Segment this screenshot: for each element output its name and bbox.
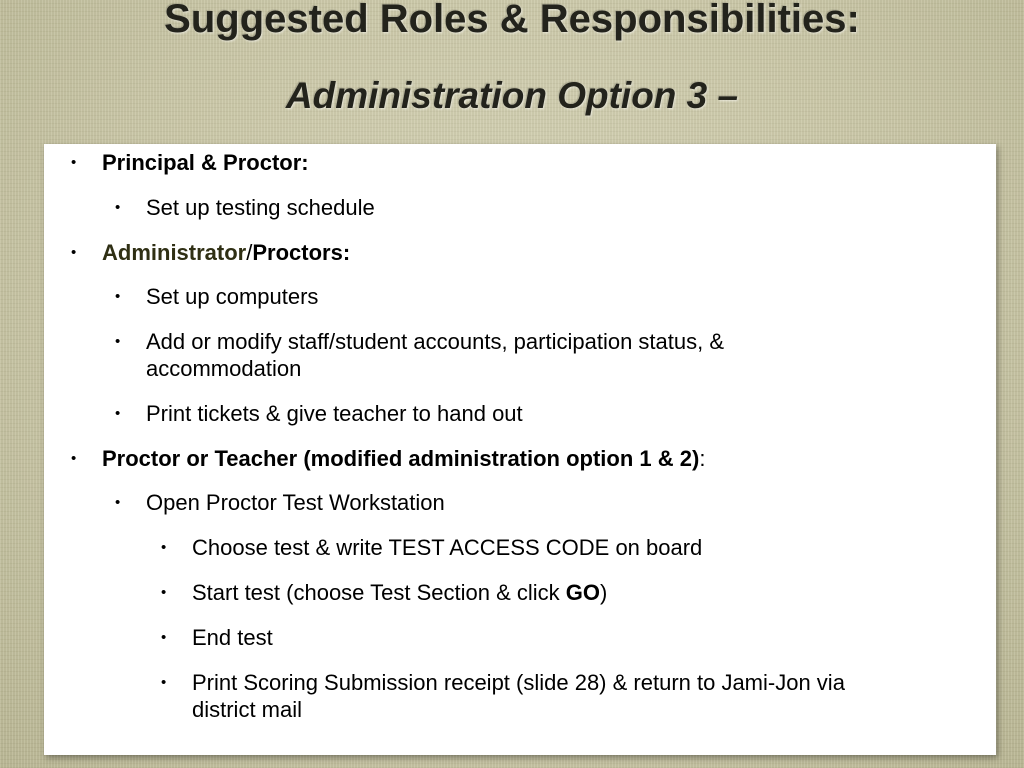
content-panel <box>44 144 996 755</box>
bullet-icon: • <box>115 405 121 422</box>
list-item-text: Add or modify staff/student accounts, participation status, & <box>146 329 725 354</box>
list-item-text: Principal & Proctor: <box>102 150 309 175</box>
list-item-text-continued: accommodation <box>146 356 302 381</box>
list-item-text: Print tickets & give teacher to hand out <box>146 401 523 426</box>
slide-subtitle: Administration Option 3 – <box>285 75 739 116</box>
bullet-icon: • <box>161 674 167 691</box>
list-item <box>161 669 845 723</box>
list-item <box>115 400 523 427</box>
list-item-text: Set up testing schedule <box>146 195 375 220</box>
list-item <box>115 283 319 310</box>
list-item-text: Proctors: <box>252 240 351 265</box>
list-item-text: Choose test & write TEST ACCESS CODE on board <box>192 535 703 560</box>
list-item-text-continued: district mail <box>192 697 303 722</box>
list-item <box>115 194 375 221</box>
list-item <box>71 445 706 472</box>
list-item <box>161 534 703 561</box>
bullet-icon: • <box>161 539 167 556</box>
list-item-text: End test <box>192 625 273 650</box>
list-item-text-tail: : <box>699 446 706 471</box>
list-item-text: Open Proctor Test Workstation <box>146 490 445 515</box>
bullet-icon: • <box>115 494 121 511</box>
bullet-icon: • <box>115 199 121 216</box>
list-item <box>161 579 608 606</box>
bullet-icon: • <box>161 629 167 646</box>
list-item <box>115 328 725 382</box>
bullet-icon: • <box>115 288 121 305</box>
list-item-text: Administrator <box>102 240 247 265</box>
slide-title: Suggested Roles & Responsibilities: <box>164 0 860 41</box>
list-item-text: Set up computers <box>146 284 319 309</box>
bullet-icon: • <box>71 244 77 261</box>
bullet-icon: • <box>71 450 77 467</box>
list-item-text-bold: GO <box>565 580 600 605</box>
list-item <box>71 239 351 266</box>
list-item-text: Proctor or Teacher (modified administration option 1 & 2) <box>102 446 700 471</box>
bullet-icon: • <box>115 333 121 350</box>
list-item <box>71 149 309 176</box>
bullet-icon: • <box>161 584 167 601</box>
list-item-text: Print Scoring Submission receipt (slide 28) & return to Jami-Jon via <box>192 670 845 695</box>
list-item-text-post: ) <box>600 580 608 605</box>
bullet-icon: • <box>71 154 77 171</box>
list-item <box>161 624 273 651</box>
list-item <box>115 489 445 516</box>
list-item-separator: / <box>246 240 253 265</box>
list-item-text: Start test (choose Test Section & click <box>192 580 566 605</box>
